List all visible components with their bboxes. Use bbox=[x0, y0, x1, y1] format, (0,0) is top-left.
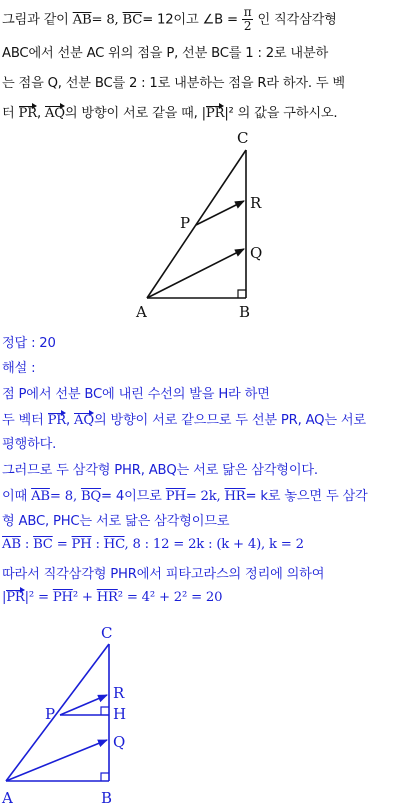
label-c: C bbox=[101, 624, 113, 642]
vector-pr: PR bbox=[205, 106, 225, 121]
text: 그림과 같이 bbox=[2, 12, 73, 28]
text: 터 bbox=[2, 106, 19, 121]
label-h: H bbox=[113, 705, 127, 723]
explanation-line-3: 평행하다. bbox=[2, 437, 57, 452]
right-angle-mark bbox=[238, 290, 246, 298]
label-p: P bbox=[45, 705, 56, 723]
question-line-3: 는 점을 Q, 선분 BC를 2 : 1로 내분하는 점을 R라 하자. 두 벡 bbox=[2, 76, 345, 91]
vector-pr-arrow bbox=[60, 695, 107, 715]
text: = 8, bbox=[91, 12, 123, 28]
fraction-numerator: π bbox=[243, 5, 252, 19]
right-angle-mark-h bbox=[101, 707, 109, 715]
text: : bbox=[91, 537, 104, 552]
text: = 4이므로 bbox=[101, 489, 166, 504]
figure-triangle-question bbox=[0, 124, 400, 324]
text: 인 직각삼각형 bbox=[253, 12, 337, 28]
explanation-line-7 bbox=[2, 537, 304, 552]
segment-hc: $\overline{HC}$ bbox=[103, 537, 125, 552]
explanation-line-1: 점 P에서 선분 BC에 내린 수선의 발을 H라 하면 bbox=[2, 387, 270, 402]
label-a: A bbox=[136, 303, 147, 321]
text: , 8 : 12 = 2k : (k + 4), k = 2 bbox=[124, 537, 304, 552]
vector-pr: PR bbox=[18, 106, 37, 121]
explanation-line-9 bbox=[2, 590, 222, 605]
explanation-label: 해설 : bbox=[2, 361, 36, 376]
explanation-line-5 bbox=[2, 485, 368, 504]
text: 이때 bbox=[2, 489, 32, 504]
segment-bq: $\overline{BQ}$ bbox=[80, 489, 102, 504]
explanation-line-8: 따라서 직각삼각형 PHR에서 피타고라스의 정리에 의하여 bbox=[2, 567, 325, 582]
vector-pr: PR bbox=[6, 590, 25, 605]
question-line-4 bbox=[2, 102, 337, 121]
segment-ph: $\overline{PH}$ bbox=[165, 489, 186, 504]
explanation-line-4: 그러므로 두 삼각형 PHR, ABQ는 서로 닮은 삼각형이다. bbox=[2, 463, 318, 478]
label-b: B bbox=[239, 303, 251, 321]
vector-aq-arrow bbox=[147, 249, 244, 298]
segment-ab: $\overline{AB}$ bbox=[31, 489, 50, 504]
question-line-2: ABC에서 선분 AC 위의 점을 P, 선분 BC를 1 : 2로 내분하 bbox=[2, 46, 329, 61]
label-r: R bbox=[113, 684, 125, 702]
segment-ab: $\overline{AB}$ bbox=[2, 537, 21, 552]
text: | bbox=[2, 590, 7, 605]
text: |² 의 값을 구하시오. bbox=[224, 106, 338, 121]
segment-hr: $\overline{HR}$ bbox=[96, 590, 118, 605]
label-c: C bbox=[237, 129, 249, 147]
text: ² + bbox=[72, 590, 97, 605]
question-line-1 bbox=[2, 6, 337, 33]
vector-aq: AQ bbox=[44, 106, 65, 121]
explanation-line-2 bbox=[2, 409, 366, 428]
label-p: P bbox=[180, 214, 191, 232]
fraction-pi-over-2 bbox=[242, 6, 254, 33]
segment-ab: $\overline{AB}$ bbox=[72, 12, 92, 28]
vector-pr: PR bbox=[47, 413, 67, 428]
text: = 12이고 ∠B = bbox=[142, 12, 242, 28]
answer-line: 정답 : 20 bbox=[2, 336, 56, 351]
segment-bc: $\overline{BC}$ bbox=[33, 537, 53, 552]
vector-aq: AQ bbox=[74, 413, 94, 428]
label-b: B bbox=[101, 789, 113, 807]
right-angle-mark-b bbox=[101, 773, 109, 781]
figure-triangle-explanation bbox=[0, 618, 400, 808]
text: 두 벡터 bbox=[2, 413, 48, 428]
label-a: A bbox=[2, 789, 13, 807]
text: ² = 4² + 2² = 20 bbox=[117, 590, 223, 605]
segment-ph: $\overline{PH}$ bbox=[52, 590, 73, 605]
text: 의 방향이 서로 같으므로 두 선분 PR, AQ는 서로 bbox=[93, 413, 366, 428]
text: = k로 놓으면 두 삼각 bbox=[245, 489, 368, 504]
fraction-denominator: 2 bbox=[243, 19, 252, 33]
segment-hr: $\overline{HR}$ bbox=[224, 489, 246, 504]
label-r: R bbox=[250, 194, 262, 212]
text: , bbox=[66, 413, 74, 428]
segment-ph: $\overline{PH}$ bbox=[71, 537, 92, 552]
label-q: Q bbox=[250, 244, 263, 262]
text: 의 방향이 서로 같을 때, | bbox=[64, 106, 206, 121]
explanation-line-6: 형 ABC, PHC는 서로 닮은 삼각형이므로 bbox=[2, 514, 230, 529]
text: , bbox=[36, 106, 45, 121]
text: : bbox=[20, 537, 34, 552]
text: = 2k, bbox=[185, 489, 225, 504]
segment-bc: $\overline{BC}$ bbox=[122, 12, 143, 28]
label-q: Q bbox=[113, 733, 126, 751]
text: |² = bbox=[24, 590, 53, 605]
text: = 8, bbox=[49, 489, 81, 504]
text: = bbox=[52, 537, 72, 552]
